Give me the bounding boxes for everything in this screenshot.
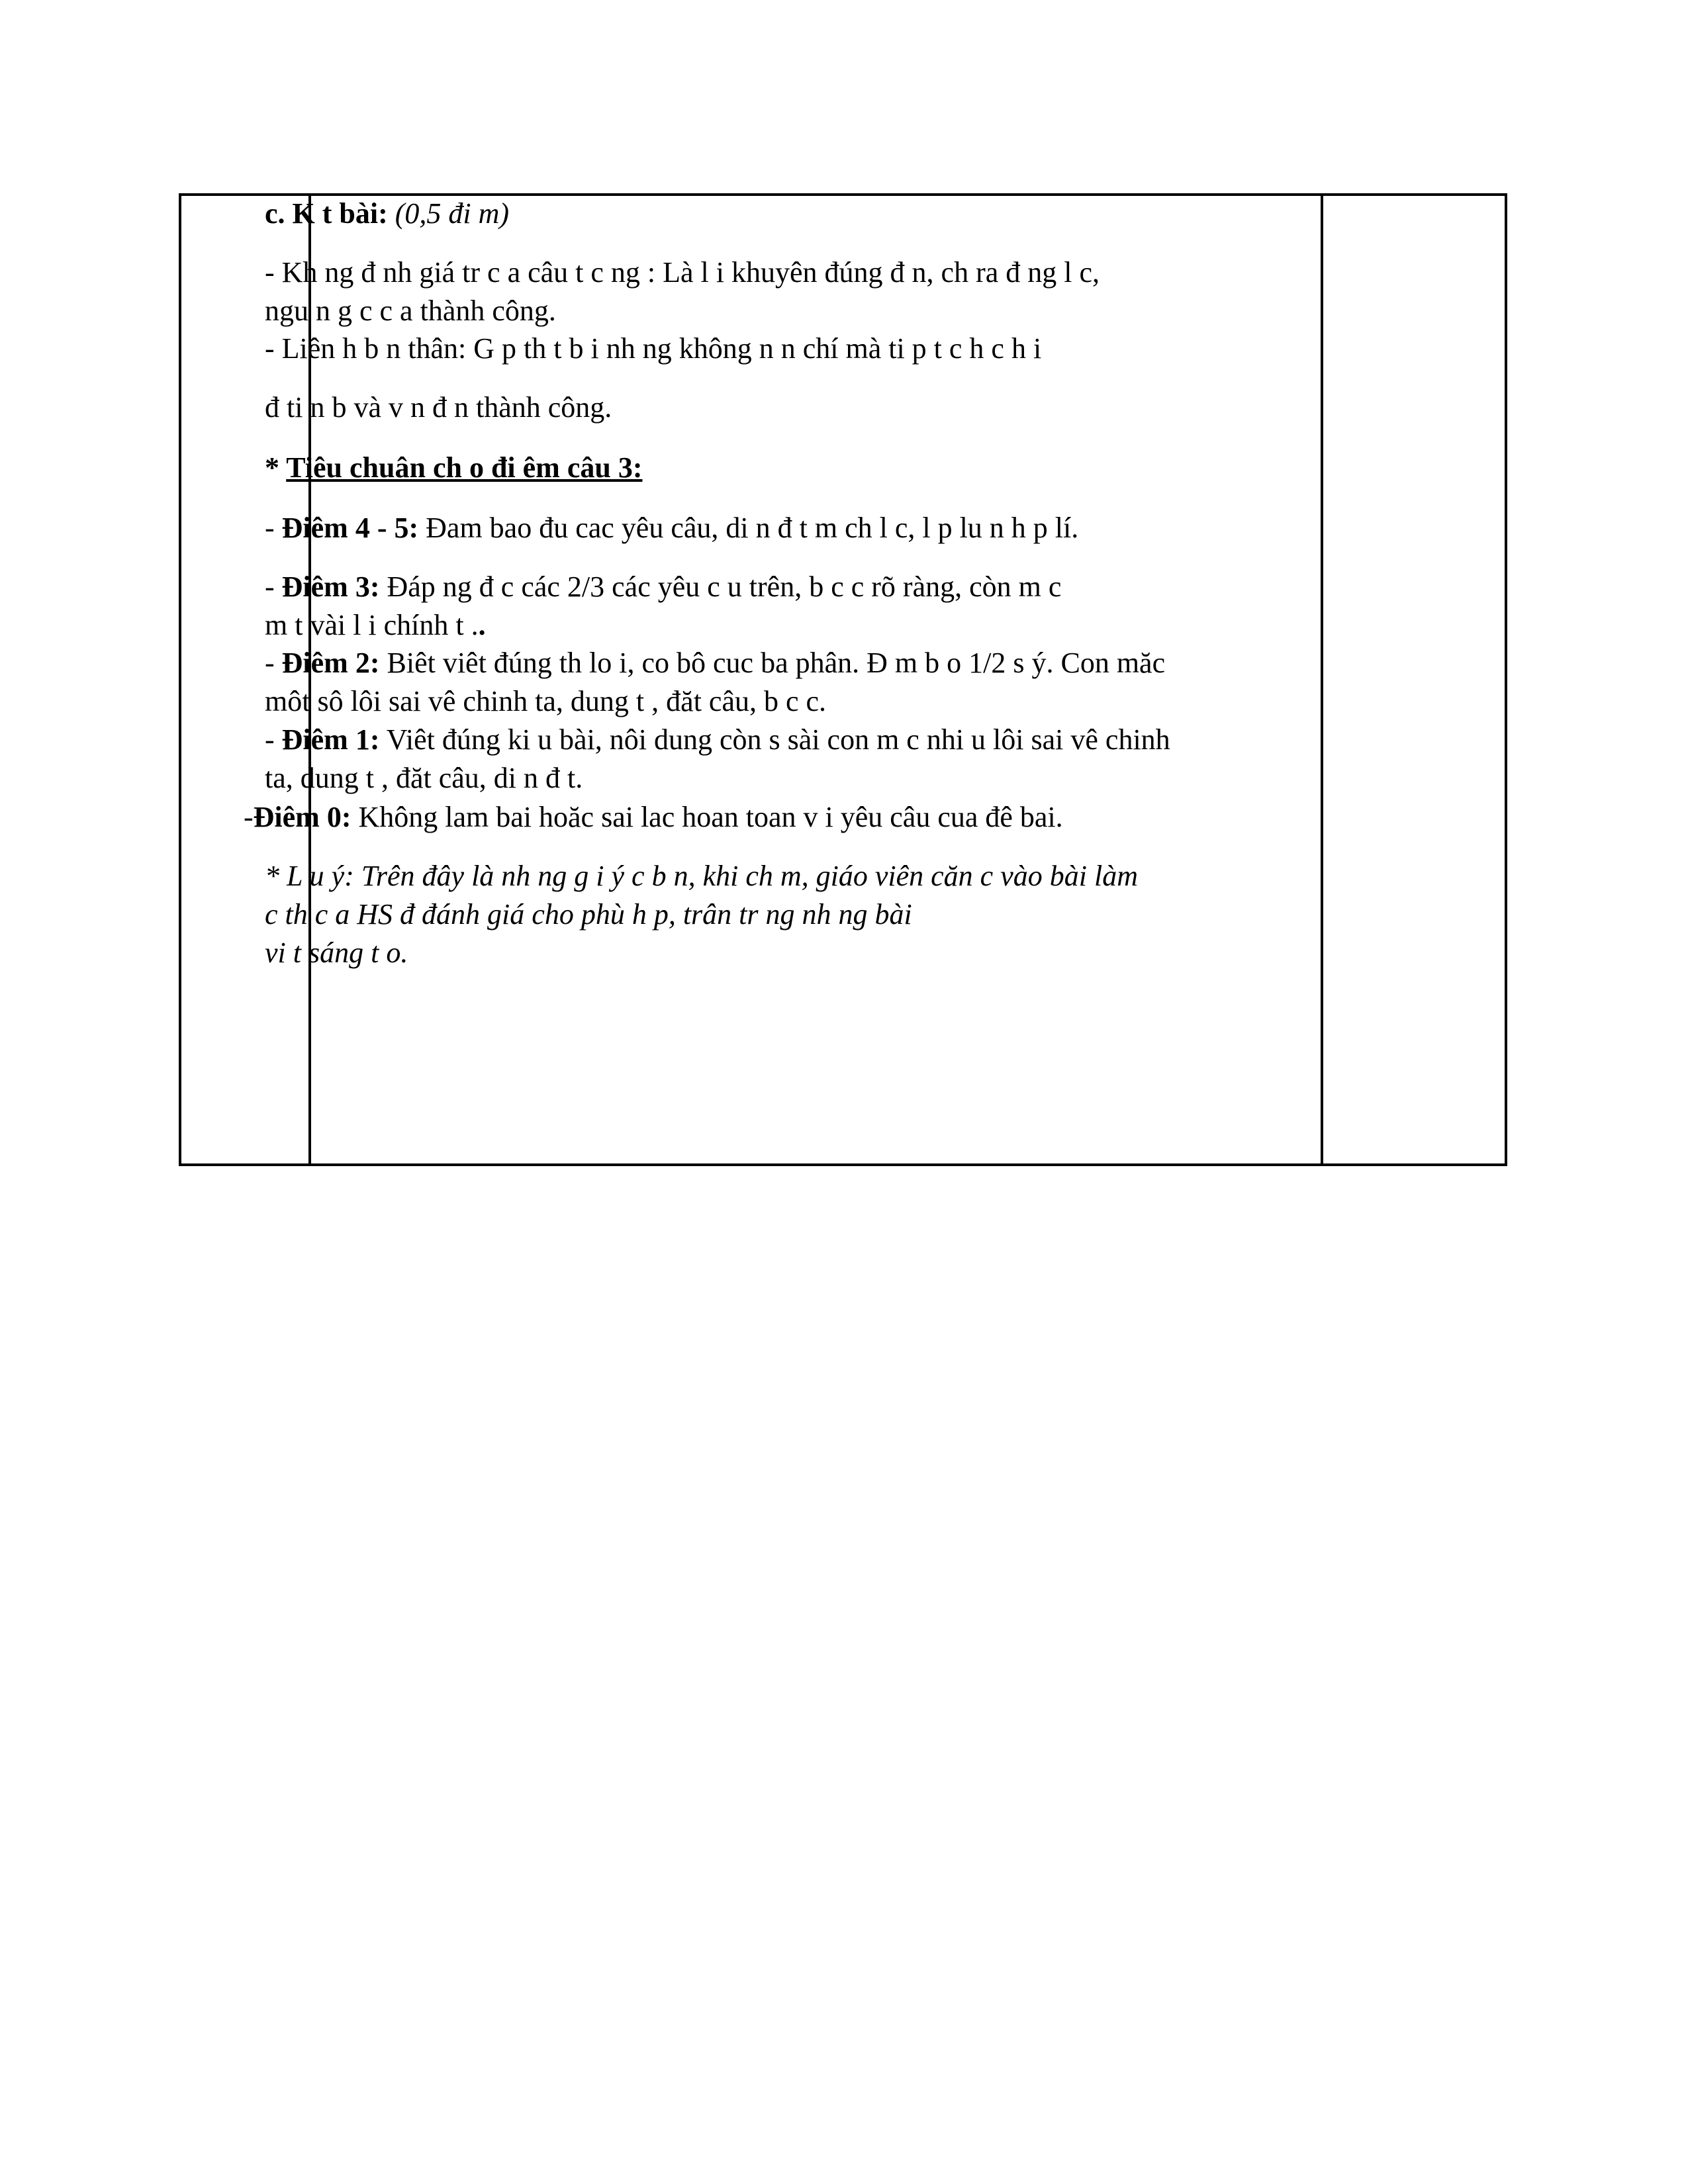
ket-bai-heading xyxy=(265,195,509,233)
diem-4-5-label: Điêm 4 - 5: xyxy=(281,512,419,544)
diem-3-text-2: m t vài l i chính t . xyxy=(265,609,479,641)
tieu-chuan-heading xyxy=(265,449,642,487)
ket-bai-points: (0,5 đi m) xyxy=(395,197,510,230)
ket-bai-line-2: ngu n g c c a thành công. xyxy=(265,295,556,327)
diem-3-text-1: Đáp ng đ c các 2/3 các yêu c u trên, b c c rõ ràng, còn m c xyxy=(379,570,1062,603)
diem-1-line-2: ta, dung t , đăt câu, di n đ t. xyxy=(265,762,583,794)
diem-2-line-2: môt sô lôi sai vê chinh ta, dung t , đăt câu, b c c. xyxy=(265,685,827,717)
diem-0-text: Không lam bai hoăc sai lac hoan toan v i yêu câu cua đê bai. xyxy=(351,801,1063,833)
ket-bai-line-1: - Kh ng đ nh giá tr c a câu t c ng : Là l i khuyên đúng đ n, ch ra đ ng l c, xyxy=(265,256,1100,289)
diem-3-label: Điêm 3: xyxy=(281,570,380,603)
diem-2-label: Điêm 2: xyxy=(281,647,380,679)
ket-bai-line-3: - Liên h b n thân: G p th t b i nh ng không n n chí mà ti p t c h c h i xyxy=(265,332,1042,365)
diem-2-line-1: - Điêm 2: Biêt viêt đúng th lo i, co bô cuc ba phân. Đ m b o 1/2 s ý. Con măc xyxy=(265,647,1166,679)
luu-y-line-3: vi t sáng t o. xyxy=(265,936,408,969)
diem-4-5-line: - Điêm 4 - 5: Đam bao đu cac yêu câu, di n đ t m ch l c, l p lu n h p lí. xyxy=(265,512,1079,544)
ket-bai-line-4: đ ti n b và v n đ n thành công. xyxy=(265,391,612,424)
luu-y-line-2: c th c a HS đ đánh giá cho phù h p, trân tr ng nh ng bài xyxy=(265,898,912,931)
tieu-chuan-prefix: * xyxy=(265,451,287,484)
ket-bai-heading-label: c. K t bài: xyxy=(265,197,388,230)
diem-1-text-1: Viêt đúng ki u bài, nôi dung còn s sài con m c nhi u lôi sai vê chinh xyxy=(379,723,1170,756)
tieu-chuan-title: Tiêu chuân ch o đi êm câu 3: xyxy=(286,451,643,484)
diem-0-label: Điêm 0: xyxy=(253,801,352,833)
diem-1-line-1: - Điêm 1: Viêt đúng ki u bài, nôi dung còn s sài con m c nhi u lôi sai vê chinh xyxy=(265,723,1170,756)
diem-4-5-text: Đam bao đu cac yêu câu, di n đ t m ch l c, l p lu n h p lí. xyxy=(418,512,1079,544)
diem-3-line-2: m t vài l i chính t .. xyxy=(265,609,486,641)
diem-1-label: Điêm 1: xyxy=(281,723,380,756)
diem-2-text-1: Biêt viêt đúng th lo i, co bô cuc ba phân. Đ m b o 1/2 s ý. Con măc xyxy=(379,647,1166,679)
diem-3-line-1: - Điêm 3: Đáp ng đ c các 2/3 các yêu c u trên, b c c rõ ràng, còn m c xyxy=(265,570,1062,603)
luu-y-line-1: * L u ý: Trên đây là nh ng g i ý c b n, khi ch m, giáo viên căn c vào bài làm xyxy=(265,860,1138,892)
diem-0-line: -Điêm 0: Không lam bai hoăc sai lac hoan toan v i yêu câu cua đê bai. xyxy=(244,801,1063,833)
